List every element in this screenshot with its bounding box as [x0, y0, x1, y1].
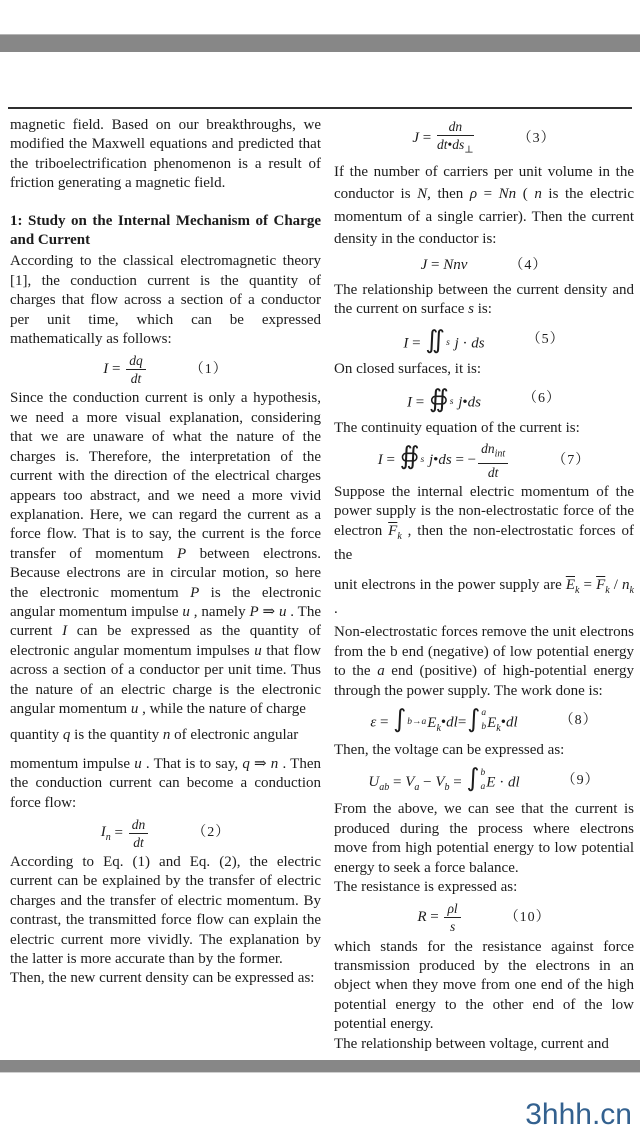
text-run: On closed surfaces, it is: [334, 360, 482, 377]
equation-body [368, 764, 519, 798]
equation [334, 441, 634, 480]
math-var: u [278, 603, 287, 620]
paragraph [334, 623, 634, 701]
integral-glyph: ∯ [429, 383, 449, 413]
fraction-denominator [129, 834, 149, 850]
text-run: • [500, 714, 506, 731]
math-var: R [417, 908, 427, 925]
integral-operator [425, 325, 449, 353]
equation [334, 382, 634, 416]
math-var: dt [133, 834, 144, 850]
paragraph [10, 252, 321, 349]
text-run: is the electronic angular momentum impulse [10, 584, 321, 620]
integral-lower: s [420, 454, 425, 465]
text-run: = − [451, 452, 477, 469]
math-var: dl [507, 774, 520, 791]
text-run: The continuity equation of the current is: [334, 419, 580, 436]
math-vector [565, 576, 580, 596]
integral-lower: s [449, 397, 454, 408]
equation-number: （3） [517, 130, 556, 146]
integral-upper [407, 704, 426, 713]
text-run: , namely [189, 603, 250, 620]
top-gray-bar [0, 34, 640, 52]
integral-lower: b [481, 722, 487, 733]
text-run: According to the classical electromagnetic theory [1], the conduction current is the quantity of charges that flow across a section of a conductor per unit time, which can be expressed mathematically as follows: [10, 253, 321, 348]
paragraph [334, 938, 634, 1035]
text-run: · [495, 774, 508, 791]
text-run: = [449, 774, 466, 791]
paragraph [10, 726, 321, 745]
paragraph [334, 800, 634, 878]
text-run: / [609, 576, 623, 593]
integral-operator [393, 704, 426, 732]
equation [334, 704, 634, 738]
text-run: = [408, 335, 425, 352]
math-subscript: k [436, 722, 441, 734]
fraction-numerator [129, 817, 149, 834]
equation-number: （9） [561, 772, 600, 788]
paragraph [10, 755, 321, 813]
section-heading [10, 212, 321, 251]
math-var-sub: $V_b$ [435, 774, 450, 794]
column-top-rule [8, 107, 632, 109]
text-run: = [426, 908, 443, 925]
text-run: ⇒ [258, 603, 279, 620]
math-var-sub: $I_n$ [100, 824, 111, 844]
equation [10, 352, 321, 386]
math-var: dt [436, 137, 448, 152]
paragraph [334, 741, 634, 760]
math-var: J [420, 256, 428, 273]
paragraph [334, 360, 634, 379]
math-var: dl [446, 714, 458, 731]
text-run: • [440, 714, 447, 731]
text-run: The relationship between voltage, current and [334, 1035, 609, 1052]
paragraph [334, 483, 634, 566]
fraction-numerator [126, 353, 146, 370]
vector-bar: $\overline{F}$ [596, 576, 606, 593]
math-var: Nn [498, 186, 517, 203]
text-run: momentum impulse [10, 755, 135, 772]
integral-glyph: ∬ [425, 324, 446, 354]
equation-number: （7） [552, 452, 591, 468]
text-run: = [579, 576, 597, 593]
text-run: is the electric momentum of a single carrier). Then the current density in the conductor is: [334, 186, 634, 248]
math-subscript: b [444, 782, 450, 794]
text-run: end (positive) of high-potential energy through the power supply. The work done is: [334, 663, 634, 699]
math-var: Nnv [443, 256, 468, 273]
text-run: − [419, 774, 436, 791]
equation-number: （4） [509, 257, 548, 273]
text-run: · [458, 335, 472, 352]
math-subscript: a [414, 782, 420, 794]
paragraph [10, 116, 321, 194]
math-var: ds [438, 452, 452, 469]
math-var: I [103, 360, 109, 377]
fraction-numerator [437, 119, 474, 136]
math-var-sub: $E_k$ [487, 714, 501, 734]
paragraph [334, 1035, 634, 1054]
math-var: P [249, 603, 259, 620]
equation-body [378, 441, 510, 480]
integral-upper [450, 384, 454, 393]
math-var: N [417, 186, 428, 203]
math-var: n [534, 186, 542, 203]
paragraph [334, 161, 634, 251]
fraction-denominator [126, 370, 146, 386]
text-run: . The current [10, 603, 321, 640]
math-var-sub: $ds_\perp$ [452, 137, 474, 156]
math-var: u [130, 700, 139, 717]
fraction [444, 901, 460, 934]
math-subscript: k [605, 584, 610, 596]
vector-bar: $\overline{F}$ [388, 522, 398, 539]
math-var: P [190, 584, 200, 601]
math-var: dt [130, 370, 142, 386]
equation [334, 119, 634, 158]
math-var: I [377, 452, 383, 469]
math-var-sub: $E_k$ [427, 714, 441, 734]
math-vector [596, 576, 610, 596]
integral-lower: s [446, 338, 450, 349]
integral-glyph: ∫ [393, 703, 407, 733]
text-run: , while the nature of charge [138, 700, 306, 717]
text-run: , then [427, 186, 470, 203]
math-var: I [403, 335, 409, 352]
text-run: Then, the new current density can be expressed as: [10, 970, 315, 987]
math-var: dq [129, 352, 143, 368]
math-var: I [62, 623, 68, 640]
fraction-numerator [444, 901, 460, 918]
math-var: s [449, 919, 456, 934]
integral-limits [420, 442, 424, 470]
text-run: between electrons. Because electrons are in circular motion, so here the electronic momentum [10, 545, 321, 601]
paragraph [10, 969, 321, 988]
math-var: I [407, 394, 413, 411]
text-run: = [382, 452, 399, 469]
equation-number: （6） [522, 391, 561, 407]
fraction-denominator [444, 918, 460, 934]
integral-operator [400, 442, 424, 470]
integral-operator [429, 384, 453, 412]
math-var: j [428, 452, 434, 469]
fraction-denominator [478, 464, 508, 480]
math-var: ρl [447, 901, 458, 916]
integral-lower: b→a [407, 717, 427, 728]
fraction [126, 353, 146, 386]
fraction [478, 441, 508, 480]
equation-number: （1） [189, 361, 228, 377]
paper-content [10, 116, 634, 1054]
integral-glyph: ∫ [467, 703, 481, 733]
integral-limits [481, 704, 486, 732]
text-run: • [462, 394, 468, 411]
equation [10, 816, 321, 850]
math-subscript: ⊥ [464, 144, 474, 156]
equation-body [370, 704, 517, 738]
text-run: = [412, 394, 428, 411]
math-var: P [177, 545, 187, 562]
equation-body [103, 353, 147, 386]
vector-bar: $\overline{E}$ [565, 576, 575, 593]
text-run: The relationship between the current density and the current on surface [334, 281, 634, 318]
text-run: Then, the voltage can be expressed as: [334, 742, 565, 759]
equation-body [403, 325, 484, 354]
watermark: 3hhh.cn [525, 1098, 632, 1131]
equation-body [417, 901, 462, 934]
text-run: quantity [10, 727, 63, 744]
math-var-sub: $V_a$ [405, 774, 420, 794]
integral-lower: a [480, 781, 486, 792]
equation-body [412, 119, 475, 158]
math-var: dt [487, 465, 499, 480]
integral-upper [420, 442, 424, 451]
math-var-sub: $n_k$ [622, 576, 634, 596]
text-run: . Then the conduction current can become a conduction force flow: [10, 755, 321, 811]
equation [334, 763, 634, 797]
fraction [437, 119, 474, 158]
text-run: = [389, 774, 406, 791]
text-run: = [477, 186, 499, 203]
math-vector [388, 522, 402, 542]
text-run: = [108, 360, 125, 377]
math-var: j [454, 335, 459, 352]
math-var: q [62, 727, 71, 744]
text-run: If the number of carriers per unit volume in the conductor is [334, 163, 634, 203]
fraction [129, 817, 149, 850]
math-var: ds [471, 335, 485, 352]
paragraph [10, 389, 321, 719]
text-run: unit electrons in the power supply are [334, 576, 566, 593]
text-run: • [447, 137, 453, 152]
math-var: q [242, 755, 250, 772]
math-subscript: n [105, 832, 111, 844]
math-var: n [162, 727, 171, 744]
math-var: ρ [469, 186, 478, 203]
text-run: Non-electrostatic forces remove the unit electrons from the b end (negative) of low potential energy to the [334, 624, 634, 680]
right-column [334, 116, 634, 1054]
text-run: of electronic angular [170, 727, 299, 744]
text-run: ⇒ [249, 755, 271, 772]
integral-upper [446, 325, 450, 334]
integral-limits [446, 325, 450, 353]
integral-limits [481, 764, 486, 792]
text-run: = [110, 824, 127, 841]
text-run: • [433, 452, 439, 469]
text-run: According to Eq. (1) and Eq. (2), the electric current can be explained by the transfer of electric charges and the transfer of electric momentum. By contrast, the transmitted force flow can explain the electric current more vividly. The explanation by the latter is more accurate than by the former. [10, 854, 321, 968]
text-run: Since the conduction current is only a hypothesis, we need a more visual explanation, considering that we are unaware of what the nature of the charges is. Therefore, the interpretation of the current with the direction of the electrical charges appears too abstract, and we need a more vivid explanation. Here, we can regard the current as a force flow. That is to say, the current is the force transfer of momentum [10, 390, 321, 562]
equation-number: （8） [559, 713, 598, 729]
left-column [10, 116, 321, 1054]
math-var: u [134, 755, 142, 772]
math-var: dl [505, 714, 518, 731]
math-var: ε [370, 714, 377, 731]
integral-operator [467, 704, 486, 732]
text-run: which stands for the resistance against force transmission produced by the electrons in an object when they move from one end of the high potential energy to the other end of the low potential energy. [334, 938, 634, 1033]
math-subscript: int [494, 449, 506, 460]
math-var: n [270, 755, 279, 772]
equation-number: （5） [526, 331, 565, 347]
paragraph [334, 576, 634, 620]
math-subscript: k [575, 584, 580, 596]
text-run: From the above, we can see that the current is produced during the process where electrons move from high potential energy to low potential energy to seek a force balance. [334, 801, 634, 876]
integral-glyph: ∫ [466, 763, 480, 793]
math-var: ds [467, 394, 481, 411]
text-run: that flow across a section of a conductor per unit time. Thus the nature of an electric charge is the electronic angular momentum [10, 642, 321, 717]
integral-glyph: ∯ [399, 441, 420, 471]
text-run: 1: Study on the Internal Mechanism of Charge and Current [10, 212, 321, 249]
math-subscript: k [629, 584, 634, 596]
math-var: s [468, 301, 474, 318]
integral-limits [450, 384, 454, 412]
text-run: The resistance is expressed as: [334, 879, 518, 896]
text-run: magnetic field. Based on our breakthroughs, we modified the Maxwell equations and predicted that the triboelectrification phenomenon is a result of friction generating a magnetic field. [10, 117, 321, 192]
text-run: is the quantity [70, 727, 163, 744]
text-run: = [427, 256, 444, 273]
text-run: , then the non-electrostatic forces of the [334, 522, 634, 564]
math-var-sub: $dn_{int}$ [481, 441, 506, 460]
equation-body [407, 384, 481, 413]
math-var: a [377, 663, 385, 680]
equation-body [421, 256, 468, 275]
math-var: j [458, 394, 463, 411]
math-subscript: ab [379, 782, 390, 794]
paragraph [334, 878, 634, 897]
text-run: = [419, 129, 435, 146]
equation [334, 254, 634, 278]
math-var: J [412, 129, 420, 146]
math-subscript: k [496, 722, 501, 734]
math-var: dn [131, 816, 146, 832]
fraction-denominator [437, 136, 474, 158]
equation [334, 323, 634, 357]
text-run: . That is to say, [141, 755, 243, 772]
integral-upper: a [481, 708, 487, 719]
text-run: = [376, 714, 393, 731]
paragraph [10, 853, 321, 969]
math-var: dn [448, 119, 463, 134]
fraction-numerator [478, 441, 508, 464]
integral-limits [407, 704, 426, 732]
equation-body [101, 817, 150, 850]
text-run: ( [516, 186, 535, 203]
integral-operator [466, 764, 485, 792]
math-subscript: k [397, 530, 402, 542]
equation [334, 901, 634, 935]
equation-number: （2） [192, 825, 231, 841]
integral-upper: b [480, 767, 486, 778]
bottom-gray-bar [0, 1060, 640, 1073]
equation-number: （10） [504, 909, 551, 925]
text-run: = [457, 714, 467, 731]
text-run: Suppose the internal electric momentum of the power supply is the non-electrostatic force of the electron [334, 484, 634, 539]
math-var-sub: $U_{ab}$ [368, 774, 390, 794]
math-var: u [254, 642, 262, 659]
text-run: is: [473, 301, 492, 318]
paragraph [334, 419, 634, 438]
text-run: . [334, 601, 338, 618]
math-var: E [486, 774, 496, 791]
paragraph [334, 281, 634, 320]
text-run: can be expressed as the quantity of electronic angular momentum impulses [10, 623, 321, 659]
math-var: u [182, 603, 190, 620]
